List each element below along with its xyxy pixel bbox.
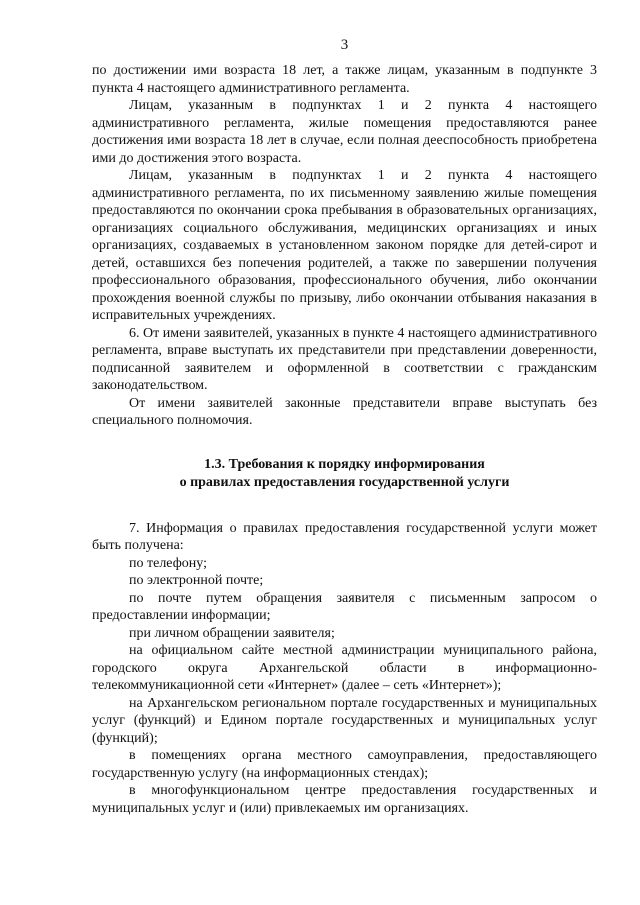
- list-item: в помещениях органа местного самоуправления, предоставляющего государственную услугу (на информационных стендах);: [92, 748, 597, 781]
- list-item: в многофункциональном центре предоставления государственных и муниципальных услуг и (или) привлекаемых им организациях.: [92, 783, 597, 816]
- section-heading: [92, 456, 597, 492]
- paragraph: От имени заявителей законные представители вправе выступать без специального полномочия.: [92, 395, 597, 428]
- list-item: по почте путем обращения заявителя с письменным запросом о предоставлении информации;: [92, 590, 597, 623]
- paragraph: Лицам, указанным в подпунктах 1 и 2 пункта 4 настоящего административного регламента, жилые помещения предоставляются ранее достижения ими возраста 18 лет в случае, если полная дееспособность приобретена ими до достижения этого возраста.: [92, 98, 597, 166]
- list-item: по электронной почте;: [129, 573, 264, 588]
- paragraph-continuation: по достижении ими возраста 18 лет, а также лицам, указанным в подпункте 3 пункта 4 настоящего административного регламента.: [92, 63, 597, 96]
- paragraph: Лицам, указанным в подпунктах 1 и 2 пункта 4 настоящего административного регламента, по их письменному заявлению жилые помещения предоставляются по окончании срока пребывания в образовательных организациях, организациях социального обслуживания, медицинских организациях и иных организациях, создаваемых в установленном законом порядке для детей-сирот и детей, оставшихся без попечения родителей, а также по завершении получения профессионального образования, профессионального обучения, либо окончании прохождения военной службы по призыву, либо окончании отбывания наказания в исправительных учреждениях.: [92, 168, 597, 323]
- document-body: [92, 62, 597, 817]
- section-heading-line: о правилах предоставления государственной услуги: [179, 474, 510, 490]
- paragraph: 6. От имени заявителей, указанных в пункте 4 настоящего административного регламента, вправе выступать их представители при представлении доверенности, подписанной заявителем и оформленной в соответствии с гражданским законодательством.: [92, 325, 597, 393]
- page-number: 3: [340, 37, 349, 53]
- paragraph: 7. Информация о правилах предоставления государственной услуги может быть получена:: [92, 520, 597, 553]
- list-item: на официальном сайте местной администрации муниципального района, городского округа Архангельской области в информационно-телекоммуникационной сети «Интернет» (далее – сеть «Интернет»);: [92, 643, 597, 693]
- section-heading-line: 1.3. Требования к порядку информирования: [204, 456, 485, 472]
- list-item: на Архангельском региональном портале государственных и муниципальных услуг (функций) и Едином портале государственных и муниципальных услуг (функций);: [92, 695, 597, 746]
- list-item: по телефону;: [129, 555, 207, 571]
- list-item: при личном обращении заявителя;: [129, 625, 335, 641]
